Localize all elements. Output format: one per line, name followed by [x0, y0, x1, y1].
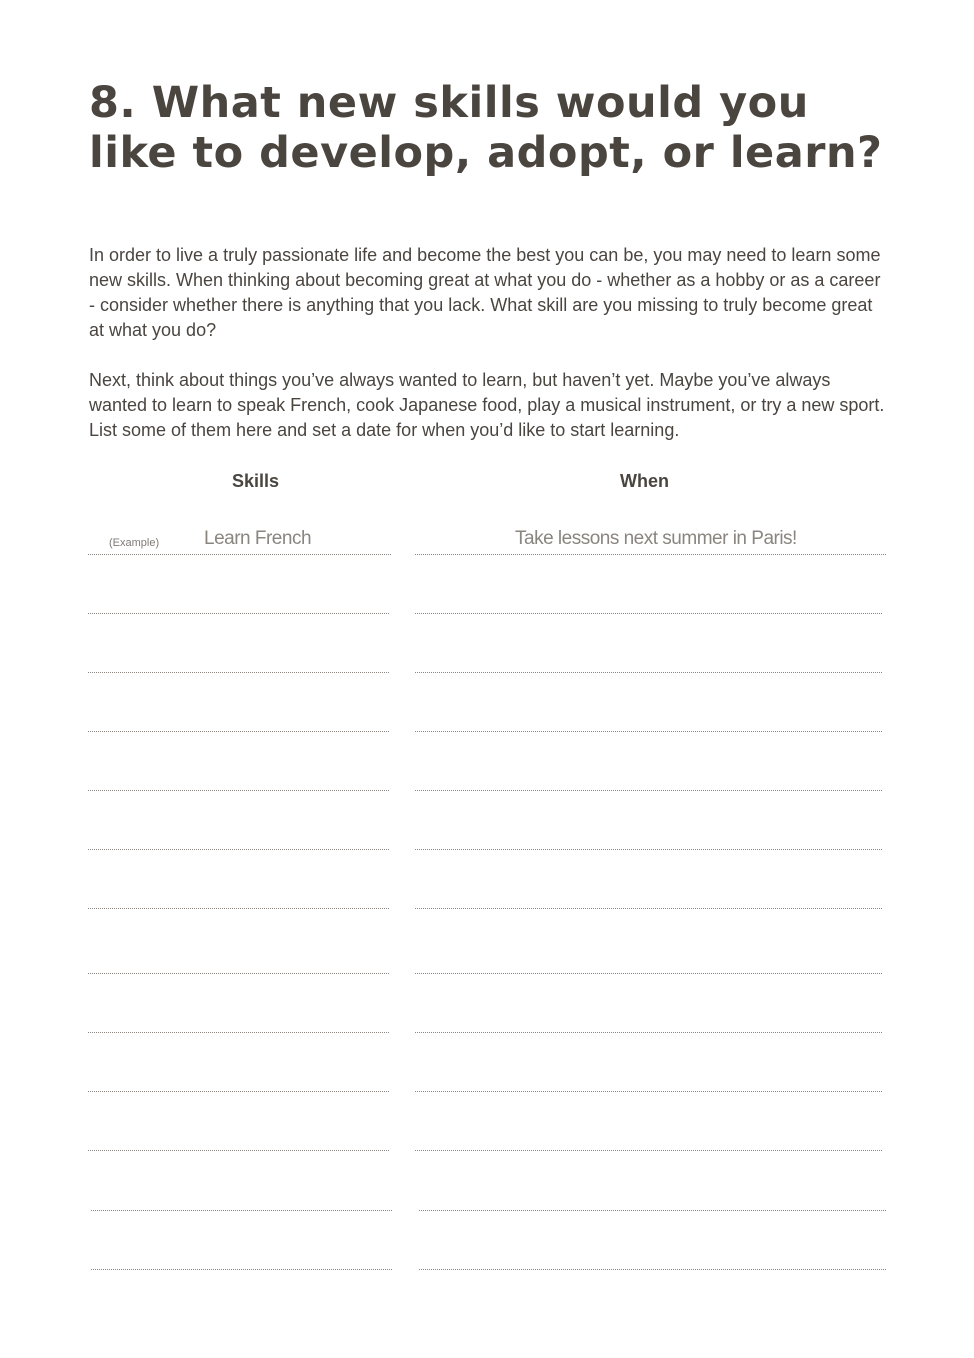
skills-write-line[interactable] — [88, 554, 391, 555]
skills-write-line[interactable] — [88, 973, 389, 974]
skills-write-line[interactable] — [91, 1210, 392, 1211]
skills-write-line[interactable] — [88, 731, 389, 732]
when-write-line[interactable] — [415, 731, 882, 732]
when-write-line[interactable] — [415, 849, 882, 850]
when-write-line[interactable] — [415, 613, 882, 614]
skills-write-line[interactable] — [88, 790, 389, 791]
instructions-paragraph: Next, think about things you’ve always wanted to learn, but haven’t yet. Maybe you’ve always wanted to learn to speak French, cook Japanese food, play a musical instrument, or try a new sport. List some of them here and set a date for when you’d like to start learning. — [89, 370, 885, 440]
skills-write-line[interactable] — [88, 1032, 389, 1033]
when-write-line[interactable] — [415, 554, 886, 555]
when-column-header: When — [620, 471, 669, 491]
when-write-line[interactable] — [419, 1269, 886, 1270]
example-when: Take lessons next summer in Paris! — [515, 528, 797, 549]
when-write-line[interactable] — [415, 1032, 882, 1033]
skills-write-line[interactable] — [91, 1269, 392, 1270]
when-write-line[interactable] — [419, 1210, 886, 1211]
when-write-line[interactable] — [415, 1091, 882, 1092]
page-title: 8. What new skills would you like to develop, adopt, or learn? — [89, 78, 883, 178]
when-write-line[interactable] — [415, 973, 882, 974]
skills-write-line[interactable] — [88, 1091, 389, 1092]
skills-write-line[interactable] — [88, 1150, 389, 1151]
when-write-line[interactable] — [415, 672, 882, 673]
skills-write-line[interactable] — [88, 672, 389, 673]
when-write-line[interactable] — [415, 908, 882, 909]
skills-write-line[interactable] — [88, 613, 389, 614]
example-skill: Learn French — [204, 528, 312, 549]
when-write-line[interactable] — [415, 1150, 882, 1151]
example-tag: (Example) — [109, 537, 160, 549]
skills-write-line[interactable] — [88, 849, 389, 850]
intro-paragraph: In order to live a truly passionate life and become the best you can be, you may need to learn some new skills. When thinking about becoming great at what you do - whether as a hobby or as a career - consider whether there is anything that you lack. What skill are you missing to truly become great at what you do? — [89, 245, 881, 340]
skills-write-line[interactable] — [88, 908, 389, 909]
skills-column-header: Skills — [232, 471, 280, 491]
when-write-line[interactable] — [415, 790, 882, 791]
